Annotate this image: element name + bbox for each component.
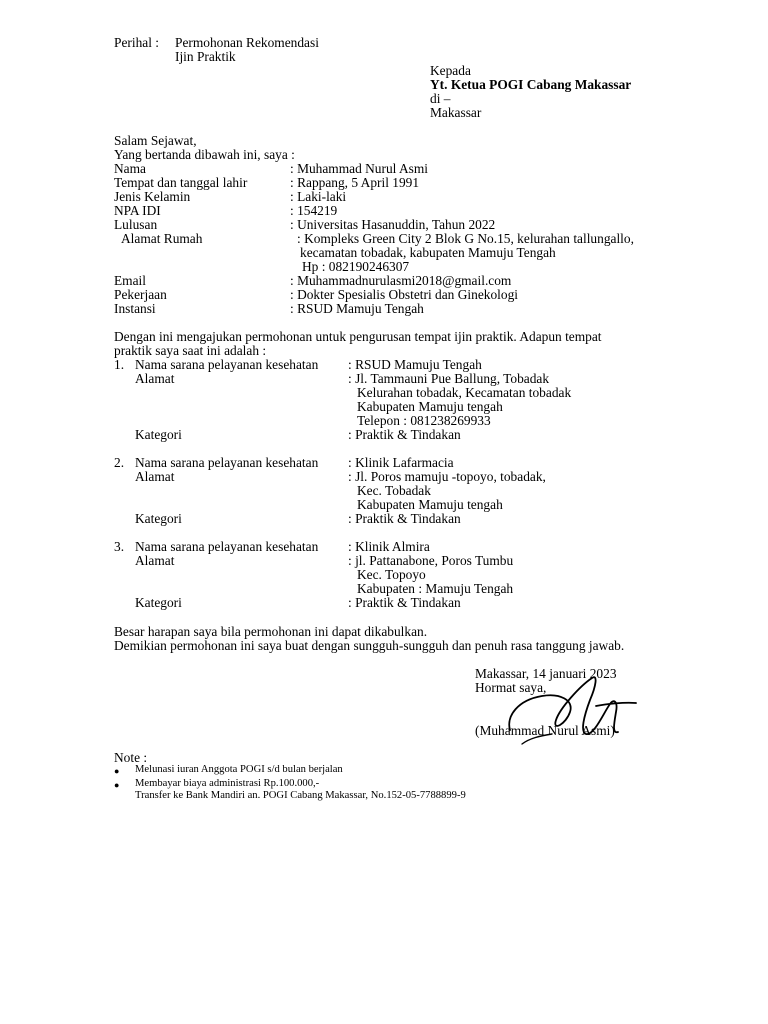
note-item-1: Melunasi iuran Anggota POGI s/d bulan berjalan: [135, 764, 343, 775]
identity-value-lulusan: : Universitas Hasanuddin, Tahun 2022: [290, 217, 496, 232]
facility-1-address-line-4: Telepon : 081238269933: [357, 413, 491, 428]
signature-name: (Muhammad Nurul Asmi): [475, 723, 615, 738]
bullet-icon: ●: [114, 766, 120, 776]
facility-1-address-label: Alamat: [135, 371, 175, 386]
facility-3-address-line-1: : jl. Pattanabone, Poros Tumbu: [348, 553, 514, 568]
facility-2-category-value: : Praktik & Tindakan: [348, 511, 461, 526]
facility-3-address-line-2: Kec. Topoyo: [357, 567, 426, 582]
identity-label-nama: Nama: [114, 161, 146, 176]
closing-line-1: Besar harapan saya bila permohonan ini dapat dikabulkan.: [114, 624, 428, 639]
salutation: Salam Sejawat,: [114, 133, 197, 148]
recipient-city: Makassar: [430, 105, 482, 120]
intro-line: Yang bertanda dibawah ini, saya :: [114, 147, 295, 162]
identity-value-alamat: : Kompleks Green City 2 Blok G No.15, kelurahan tallungallo,: [297, 231, 634, 246]
identity-value-alamat-2: kecamatan tobadak, kabupaten Mamuju Tengah: [300, 245, 556, 260]
kepada-label: Kepada: [430, 63, 471, 78]
facility-1-name-label: Nama sarana pelayanan kesehatan: [135, 357, 319, 372]
facility-2-address-line-1: : Jl. Poros mamuju -topoyo, tobadak,: [348, 469, 546, 484]
identity-label-pekerjaan: Pekerjaan: [114, 287, 167, 302]
facility-3-category-label: Kategori: [135, 595, 182, 610]
identity-value-gender: : Laki-laki: [290, 189, 347, 204]
identity-value-instansi: : RSUD Mamuju Tengah: [290, 301, 424, 316]
identity-value-hp: Hp : 082190246307: [302, 259, 410, 274]
facility-1-number: 1.: [114, 357, 125, 372]
identity-value-npa: : 154219: [290, 203, 338, 218]
request-line-1: Dengan ini mengajukan permohonan untuk pengurusan tempat ijin praktik. Adapun tempat: [114, 329, 602, 344]
perihal-label: Perihal :: [114, 35, 159, 50]
perihal-line-1: Permohonan Rekomendasi: [175, 35, 319, 50]
identity-value-ttl: : Rappang, 5 April 1991: [290, 175, 420, 190]
facility-1-name-value: : RSUD Mamuju Tengah: [348, 357, 482, 372]
facility-1-address-line-2: Kelurahan tobadak, Kecamatan tobadak: [357, 385, 572, 400]
facility-2-number: 2.: [114, 455, 125, 470]
facility-2-address-line-3: Kabupaten Mamuju tengah: [357, 497, 503, 512]
request-line-2: praktik saya saat ini adalah :: [114, 343, 267, 358]
recipient-di: di –: [430, 91, 451, 106]
identity-label-npa: NPA IDI: [114, 203, 161, 218]
identity-label-ttl: Tempat dan tanggal lahir: [114, 175, 248, 190]
identity-label-lulusan: Lulusan: [114, 217, 158, 232]
recipient: Yt. Ketua POGI Cabang Makassar: [430, 77, 632, 92]
signature-hormat: Hormat saya,: [475, 680, 547, 695]
facility-1-address-line-1: : Jl. Tammauni Pue Ballung, Tobadak: [348, 371, 550, 386]
identity-label-email: Email: [114, 273, 146, 288]
facility-2-name-label: Nama sarana pelayanan kesehatan: [135, 455, 319, 470]
facility-3-category-value: : Praktik & Tindakan: [348, 595, 461, 610]
facility-1-address-line-3: Kabupaten Mamuju tengah: [357, 399, 503, 414]
facility-2-category-label: Kategori: [135, 511, 182, 526]
identity-label-gender: Jenis Kelamin: [114, 189, 191, 204]
bullet-icon: ●: [114, 780, 120, 790]
facility-1-category-label: Kategori: [135, 427, 182, 442]
note-transfer: Transfer ke Bank Mandiri an. POGI Cabang Makassar, No.152-05-7788899-9: [135, 790, 466, 801]
identity-value-nama: : Muhammad Nurul Asmi: [290, 161, 428, 176]
facility-3-number: 3.: [114, 539, 125, 554]
facility-3-address-label: Alamat: [135, 553, 175, 568]
identity-label-instansi: Instansi: [114, 301, 156, 316]
facility-1-category-value: : Praktik & Tindakan: [348, 427, 461, 442]
note-title: Note :: [114, 750, 148, 765]
note-item-2: Membayar biaya administrasi Rp.100.000,-: [135, 778, 320, 789]
identity-value-pekerjaan: : Dokter Spesialis Obstetri dan Ginekologi: [290, 287, 518, 302]
facility-2-address-label: Alamat: [135, 469, 175, 484]
facility-3-name-value: : Klinik Almira: [348, 539, 430, 554]
identity-label-alamat: Alamat Rumah: [121, 231, 203, 246]
perihal-line-2: Ijin Praktik: [175, 49, 236, 64]
facility-2-address-line-2: Kec. Tobadak: [357, 483, 431, 498]
facility-3-address-line-3: Kabupaten : Mamuju Tengah: [357, 581, 514, 596]
facility-2-name-value: : Klinik Lafarmacia: [348, 455, 454, 470]
facility-3-name-label: Nama sarana pelayanan kesehatan: [135, 539, 319, 554]
closing-line-2: Demikian permohonan ini saya buat dengan sungguh-sungguh dan penuh rasa tanggung jawab.: [114, 638, 625, 653]
signature-place-date: Makassar, 14 januari 2023: [475, 666, 617, 681]
handwritten-signature: [500, 672, 640, 752]
identity-value-email: : Muhammadnurulasmi2018@gmail.com: [290, 273, 512, 288]
